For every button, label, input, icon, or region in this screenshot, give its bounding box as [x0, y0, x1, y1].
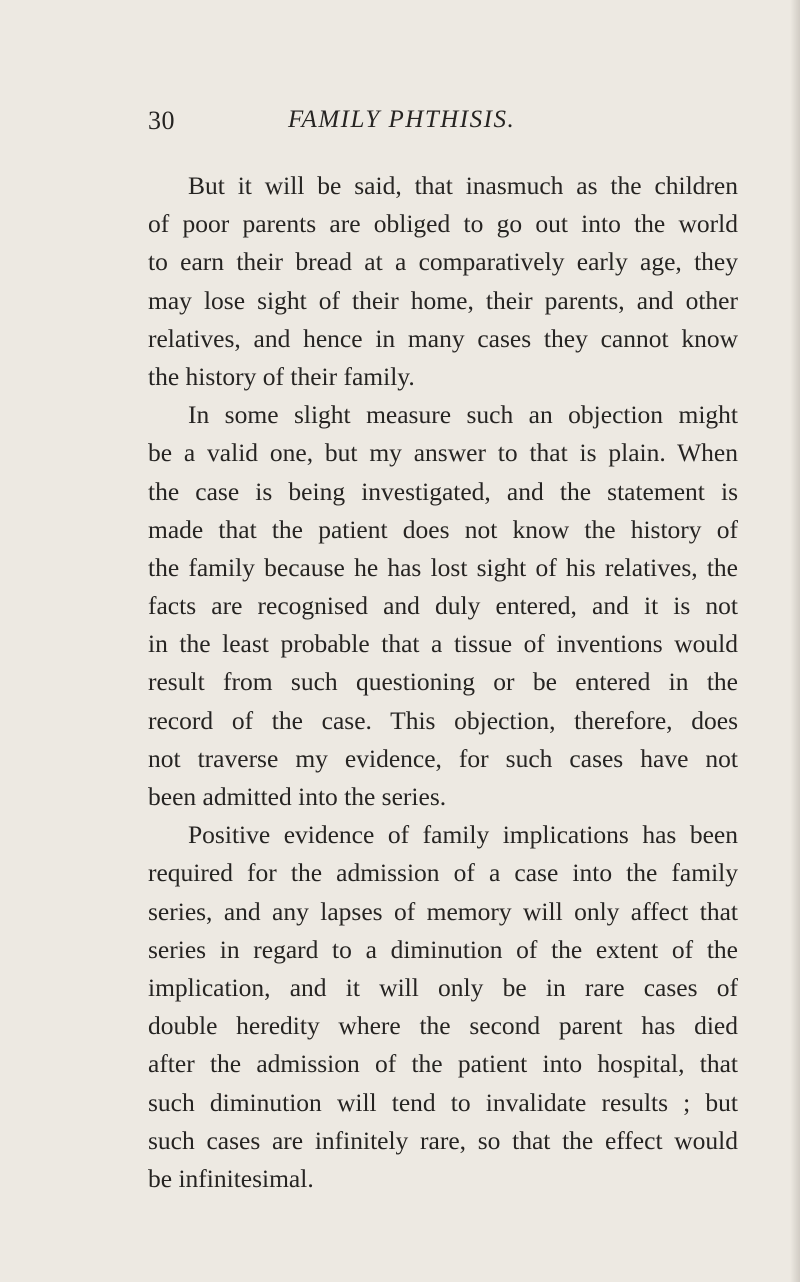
- text-line: Positive evidence of family implications has been: [188, 820, 738, 850]
- text-line: the history of their family.: [148, 361, 415, 391]
- page-header: [148, 106, 738, 146]
- text-line: the case is being investigated, and the statement is: [148, 476, 738, 506]
- text-line: required for the admission of a case into the family: [148, 858, 738, 888]
- text-line: double heredity where the second parent has died: [148, 1011, 738, 1041]
- text-line: the family because he has lost sight of his relatives, the: [148, 552, 738, 582]
- running-title: FAMILY PHTHISIS.: [288, 106, 516, 133]
- text-line: such cases are infinitely rare, so that the effect would: [148, 1125, 738, 1155]
- text-line: not traverse my evidence, for such cases have not: [148, 743, 738, 773]
- text-line: implication, and it will only be in rare cases of: [148, 972, 738, 1002]
- text-line: such diminution will tend to invalidate results ; but: [148, 1087, 738, 1117]
- text-line: to earn their bread at a comparatively early age, they: [148, 247, 738, 277]
- text-line: In some slight measure such an objection might: [188, 400, 738, 430]
- body-text: [148, 167, 738, 1198]
- paragraph-3: [148, 816, 738, 1198]
- text-line: of poor parents are obliged to go out into the world: [148, 209, 738, 239]
- text-line: relatives, and hence in many cases they cannot know: [148, 323, 738, 353]
- text-line: been admitted into the series.: [148, 782, 447, 811]
- text-line: in the least probable that a tissue of inventions would: [148, 629, 738, 659]
- page-edge-shadow: [790, 0, 800, 1282]
- paragraph-1: [148, 167, 738, 396]
- text-line: But it will be said, that inasmuch as the children: [188, 171, 738, 200]
- text-line: may lose sight of their home, their parents, and other: [148, 285, 738, 315]
- text-line: series, and any lapses of memory will only affect that: [148, 896, 738, 926]
- text-line: record of the case. This objection, therefore, does: [148, 705, 738, 735]
- page-number: 30: [148, 106, 175, 135]
- text-line: result from such questioning or be entered in the: [148, 667, 738, 697]
- text-line: be a valid one, but my answer to that is plain. When: [148, 438, 738, 468]
- text-line: after the admission of the patient into hospital, that: [148, 1049, 738, 1079]
- paragraph-2: [148, 396, 738, 816]
- text-line: series in regard to a diminution of the extent of the: [148, 934, 738, 964]
- text-line: made that the patient does not know the history of: [148, 514, 738, 544]
- text-line: facts are recognised and duly entered, and it is not: [148, 591, 738, 621]
- text-line: be infinitesimal.: [148, 1163, 314, 1193]
